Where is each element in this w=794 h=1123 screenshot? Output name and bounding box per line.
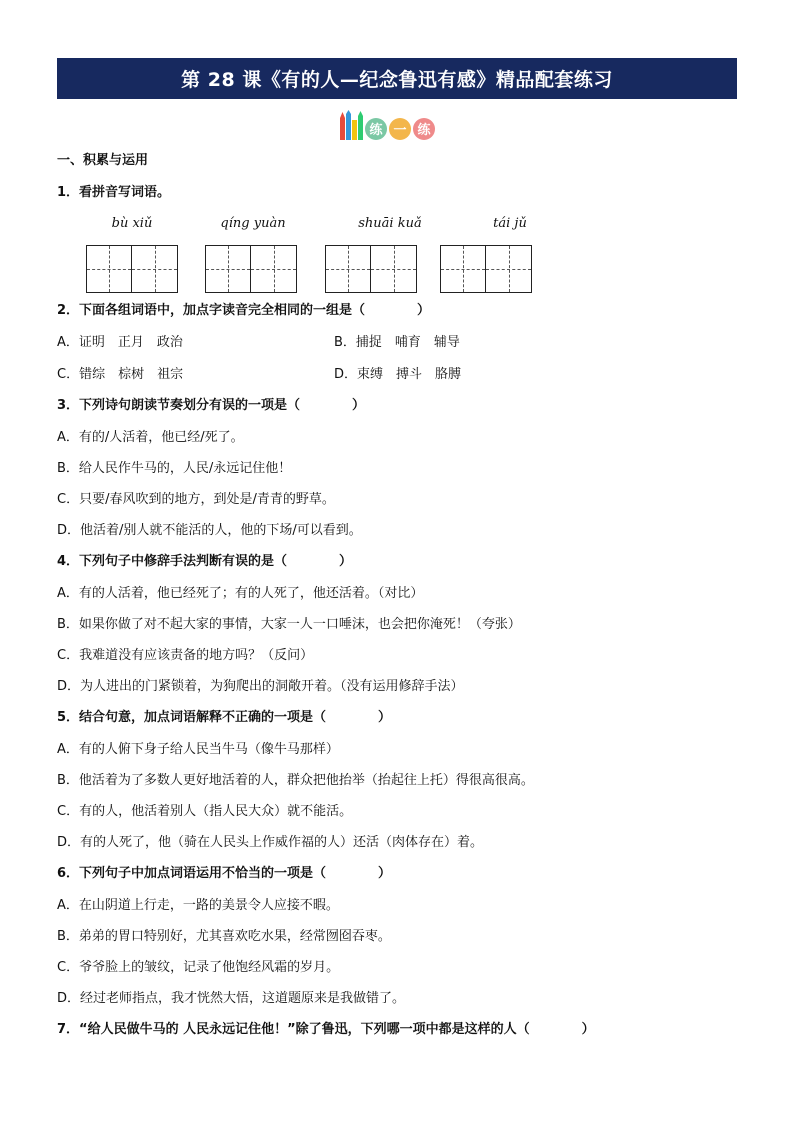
- q6-option-c[interactable]: C．爷爷脸上的皱纹，记录了他饱经风霜的岁月。: [57, 960, 340, 975]
- q3-option-b[interactable]: B．给人民作牛马的，人民/永远记住他！: [57, 461, 292, 476]
- writing-grid-2[interactable]: [205, 245, 297, 293]
- q4-option-c[interactable]: C．我难道没有应该责备的地方吗？（反问）: [57, 648, 314, 663]
- q6-option-d[interactable]: D．经过老师指点，我才恍然大悟，这道题原来是我做错了。: [57, 991, 406, 1006]
- q4-option-d[interactable]: D．为人进出的门紧锁着，为狗爬出的洞敞开着。（没有运用修辞手法）: [57, 679, 464, 694]
- worksheet-title: 第 28 课《有的人—纪念鲁迅有感》精品配套练习: [57, 58, 737, 99]
- q4-option-b[interactable]: B．如果你做了对不起大家的事情，大家一人一口唾沫，也会把你淹死！（夸张）: [57, 617, 521, 632]
- section-heading: 一、积累与运用: [57, 153, 149, 168]
- logo-char-2: 一: [393, 123, 407, 138]
- q2-option-a[interactable]: A．证明 正月 政治: [57, 335, 183, 350]
- q5-option-a[interactable]: A．有的人俯下身子给人民当牛马（像牛马那样）: [57, 742, 339, 757]
- pinyin-1: bù xiǔ: [111, 216, 153, 231]
- q3-option-a[interactable]: A．有的/人活着，他已经/死了。: [57, 430, 244, 445]
- question-2-stem: 2．下面各组词语中，加点字读音完全相同的一组是（ ）: [57, 303, 431, 318]
- practice-logo: [336, 110, 446, 144]
- q5-option-c[interactable]: C．有的人，他活着别人（指人民大众）就不能活。: [57, 804, 353, 819]
- question-3-stem: 3．下列诗句朗读节奏划分有误的一项是（ ）: [57, 398, 366, 413]
- q2-option-b[interactable]: B．捕捉 哺育 辅导: [334, 335, 460, 350]
- q4-option-a[interactable]: A．有的人活着，他已经死了；有的人死了，他还活着。（对比）: [57, 586, 424, 601]
- question-7-stem: 7．“给人民做牛马的 人民永远记住他！”除了鲁迅，下列哪一项中都是这样的人（ ）: [57, 1022, 595, 1037]
- pinyin-4: tái jǔ: [493, 216, 527, 231]
- q3-option-d[interactable]: D．他活着/别人就不能活的人，他的下场/可以看到。: [57, 523, 362, 538]
- q2-option-d[interactable]: D．束缚 搏斗 胳膊: [334, 367, 462, 382]
- pencils-icon: [340, 110, 363, 140]
- logo-char-1: 练: [369, 123, 383, 138]
- question-1-stem: 1．看拼音写词语。: [57, 185, 171, 200]
- question-5-stem: 5．结合句意，加点词语解释不正确的一项是（ ）: [57, 710, 392, 725]
- q5-option-b[interactable]: B．他活着为了多数人更好地活着的人，群众把他抬举（抬起往上托）得很高很高。: [57, 773, 534, 788]
- question-4-stem: 4．下列句子中修辞手法判断有误的是（ ）: [57, 554, 353, 569]
- question-6-stem: 6．下列句子中加点词语运用不恰当的一项是（ ）: [57, 866, 392, 881]
- writing-grid-3[interactable]: [325, 245, 417, 293]
- q2-option-c[interactable]: C．错综 棕树 祖宗: [57, 367, 184, 382]
- writing-grid-1[interactable]: [86, 245, 178, 293]
- q6-option-b[interactable]: B．弟弟的胃口特别好，尤其喜欢吃水果，经常囫囵吞枣。: [57, 929, 391, 944]
- pinyin-3: shuāi kuǎ: [358, 216, 422, 231]
- q3-option-c[interactable]: C．只要/春风吹到的地方，到处是/青青的野草。: [57, 492, 335, 507]
- writing-grid-4[interactable]: [440, 245, 532, 293]
- q5-option-d[interactable]: D．有的人死了，他（骑在人民头上作威作福的人）还活（肉体存在）着。: [57, 835, 484, 850]
- logo-char-3: 练: [417, 123, 431, 138]
- pinyin-2: qíng yuàn: [220, 216, 286, 231]
- q6-option-a[interactable]: A．在山阴道上行走，一路的美景令人应接不暇。: [57, 898, 339, 913]
